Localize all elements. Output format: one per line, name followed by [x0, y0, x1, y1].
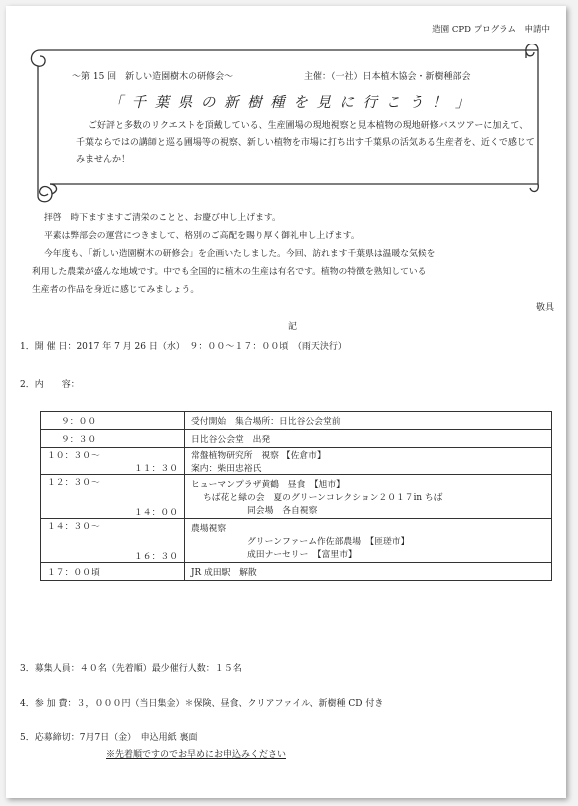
activity-cell: [185, 519, 552, 563]
activity-line: 常盤植物研究所 視察 【佐倉市】: [191, 451, 326, 461]
cpd-status: 造園 CPD プログラム 申請中: [432, 25, 550, 35]
activity-cell: [185, 475, 552, 519]
table-row: [41, 430, 552, 448]
activity-cell: 受付開始 集合場所：日比谷公会堂前: [185, 412, 552, 430]
letter-line: 生産者の作品を身近に感じてみましょう。: [32, 285, 200, 295]
letter-line: 利用した農業が盛んな地域です。中でも全国的に植木の生産は有名です。植物の特徴を熟知している: [32, 267, 427, 277]
deadline-note: ※先着順ですのでお早めにお申込みください: [106, 750, 287, 760]
intro-text: ご好評と多数のリクエストを頂戴している、生産圃場の現地視察と見本植物の現地研修バスツアーに加えて、千葉ならではの講師と巡る圃場等の視察、新しい植物を市場に打ち出す千葉県の活気ある生産者を、近くで感じてみませんか！: [76, 121, 535, 165]
activity-line: 案内：柴田忠裕氏: [191, 464, 262, 474]
letter-line: 拝啓 時下ますますご清栄のことと、お慶び申し上げます。: [44, 213, 281, 223]
activity-cell: JR 成田駅 解散: [185, 563, 552, 581]
activity-cell: [185, 448, 552, 475]
event-name: 〜第 15 回 新しい造園樹木の研修会〜: [72, 72, 234, 82]
activity-line: ヒューマンプラザ黄鶴 昼食 【旭市】: [191, 480, 345, 490]
activity-line: 同会場 各自視察: [247, 506, 318, 516]
activity-line: ちば花と緑の会 夏のグリーンコレクション２０１７in ちば: [203, 493, 443, 503]
activity-line: 農場視察: [191, 524, 227, 534]
item-date: 1．開 催 日：2017 年 7 月 26 日（水） ９：００〜１７：００頃 （雨天決行）: [20, 342, 347, 352]
time-end: １６：３０: [134, 552, 178, 562]
closing-word: 敬具: [535, 303, 554, 313]
time-cell: ９：００: [41, 412, 185, 430]
scroll-banner: [26, 44, 554, 206]
item-deadline: 5．応募締切：7月7日（金） 申込用紙 裏面: [20, 733, 198, 743]
table-row: [41, 519, 552, 563]
table-row: [41, 563, 552, 581]
time-cell: ９：３０: [41, 430, 185, 448]
time-start: １２：３０〜: [47, 478, 100, 488]
time-cell: [41, 519, 185, 563]
letter-line: 今年度も、「新しい造園樹木の研修会」を企画いたしました。今回、訪れます千葉県は温暖な気候を: [44, 249, 436, 259]
schedule-table: [40, 411, 552, 581]
letter-line: 平素は弊部会の運営につきまして、格別のご高配を賜り厚く御礼申し上げます。: [44, 231, 360, 241]
organizer: 主催：（一社）日本植木協会・新樹種部会: [304, 72, 471, 82]
time-end: １４：００: [134, 508, 178, 518]
activity-cell: 日比谷公会堂 出発: [185, 430, 552, 448]
document-page: [6, 6, 566, 798]
item-capacity: 3．募集人員：４０名（先着順）最少催行人数：１５名: [20, 664, 242, 674]
table-row: [41, 412, 552, 430]
time-cell: [41, 448, 185, 475]
ki-heading: 記: [288, 322, 298, 332]
time-end: １１：３０: [134, 464, 178, 474]
time-cell: [41, 475, 185, 519]
item-content: 2．内 容：: [20, 380, 80, 390]
page-title: 「 千 葉 県 の 新 樹 種 を 見 に 行 こ う ！ 」: [108, 95, 472, 111]
table-row: [41, 475, 552, 519]
time-start: １４：３０〜: [47, 522, 100, 532]
table-row: [41, 448, 552, 475]
activity-line: 成田ナーセリー 【富里市】: [247, 550, 357, 560]
item-fee: 4．参 加 費：３，０００円（当日集金）＊保険、昼食、クリアファイル、新樹種 CD 付き: [20, 699, 384, 709]
time-start: １０：３０〜: [47, 451, 100, 461]
time-cell: １７：００頃: [41, 563, 185, 581]
activity-line: グリーンファーム作佐部農場 【匝瑳市】: [247, 537, 410, 547]
greeting-letter: [32, 209, 552, 299]
